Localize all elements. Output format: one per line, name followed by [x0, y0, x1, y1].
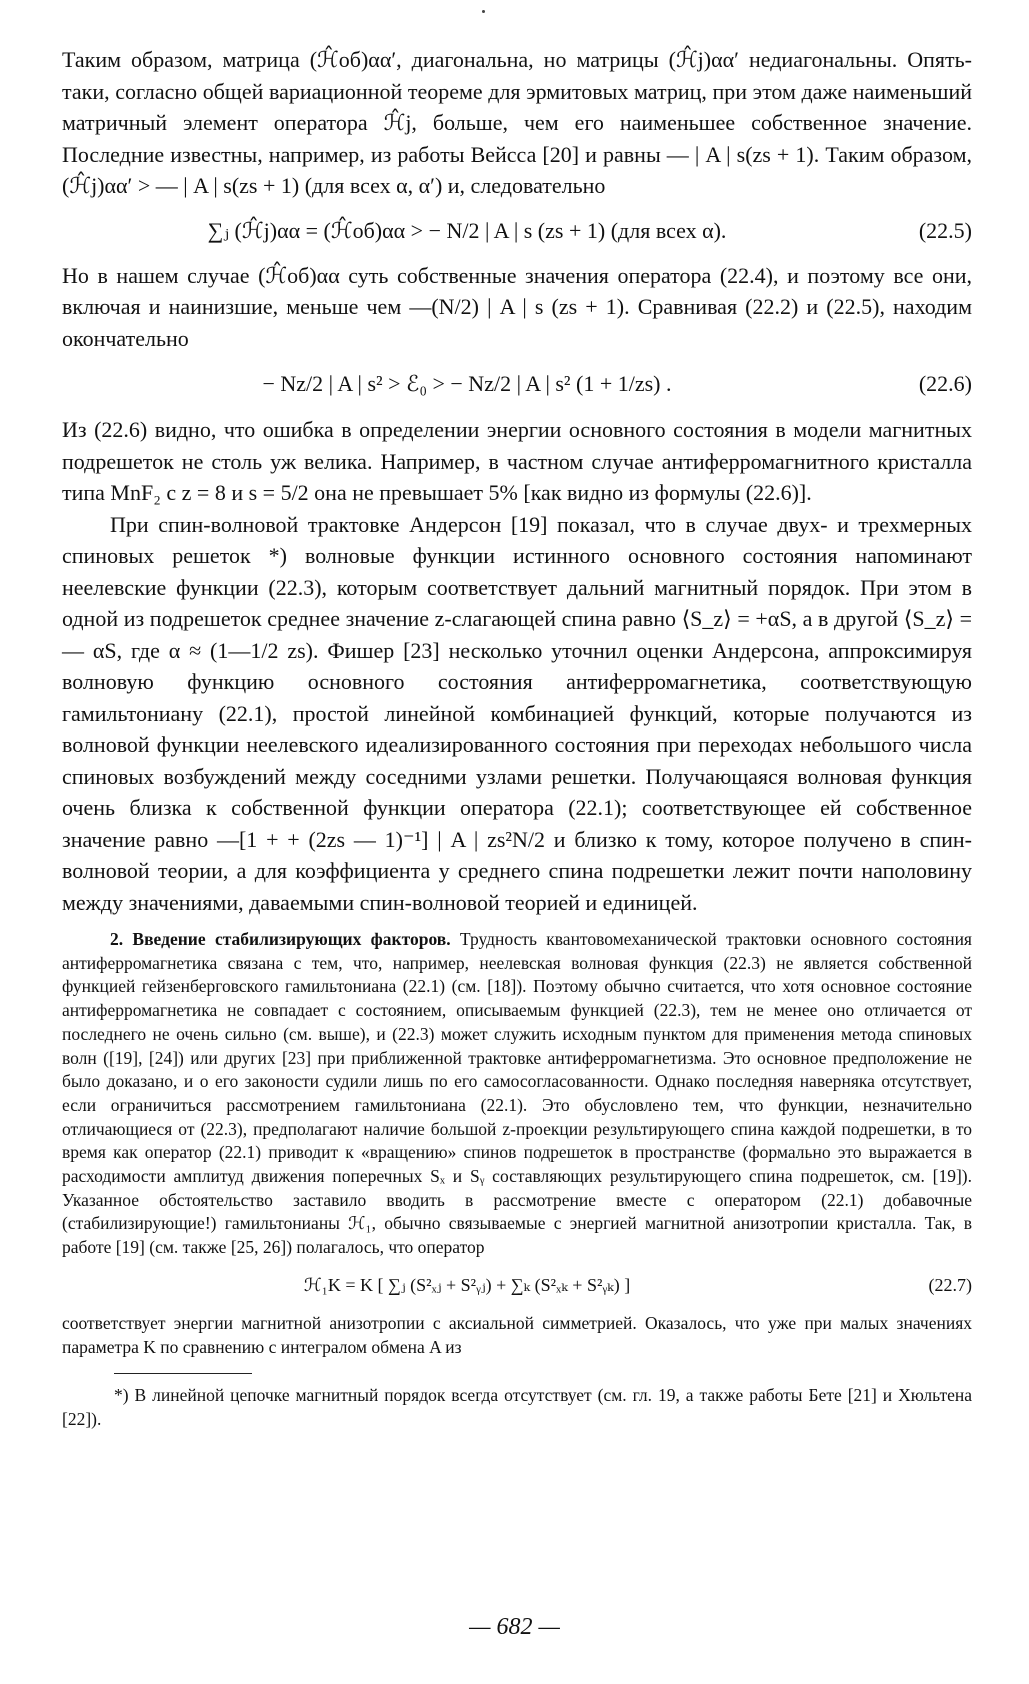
paragraph-error-estimate: Из (22.6) видно, что ошибка в определении энергии основного состояния в модели магнитных подрешеток не столь уж велика. Например, в частном случае антиферромагнитного кристалла типа MnF₂ с z = 8 и s = 5/2 она не превышает 5% [как видно из формулы (22.6)]. — [62, 417, 972, 505]
footnote — [62, 1384, 972, 1431]
equation-22-6 — [62, 354, 972, 414]
equation-number: (22.7) — [928, 1275, 972, 1296]
equation-body: ℋ₁K = K [ ∑ⱼ (S²ₓⱼ + S²ᵧⱼ) + ∑ₖ (S²ₓₖ + S²ᵧₖ) ] — [303, 1275, 631, 1296]
section-2-continuation: соответствует энергии магнитной анизотропии с аксиальной симметрией. Оказалось, что уже при малых значениях параметра K по сравнению с интегралом обмена A из — [62, 1312, 972, 1357]
equation-number: (22.6) — [918, 371, 972, 396]
footnote-rule — [114, 1373, 252, 1374]
paragraph-anderson: При спин-волновой трактовке Андерсон [19] показал, что в случае двух- и трехмерных спиновых решеток *) волновые функции истинного основного состояния напоминают неелевские функции (22.3), которым соответствует дальний магнитный порядок. При этом в одной из подрешеток среднее значение z-слагающей спина равно ⟨S_z⟩ = +αS, а в другой ⟨S_z⟩ = — αS, где α ≈ (1—1/2 zs). Фишер [23] несколько уточнил оценки Андерсона, аппроксимируя волновую функцию основного состояния антиферромагнетика, соответствующую гамильтониану (22.1), простой линейной комбинацией функций, которые получаются из волновой функции неелевского идеализированного состояния при переходах небольшого числа спиновых возбуждений между соседними узлами решетки. Получающаяся волновая функция очень близка к собственной функции оператора (22.1); соответствующее ей собственное значение равно —[1 + + (2zs — 1)⁻¹] | A | zs²N/2 и близко к тому, которое получено в спин-волновой теории, а для коэффициента у среднего спина подрешетки лежит почти наполовину между значениями, даваемыми спин-волновой теорией и единицей. — [62, 511, 972, 915]
equation-22-5 — [62, 202, 972, 260]
main-text — [62, 44, 972, 918]
section-2 — [62, 928, 972, 1359]
page-number: — 682 — — [469, 1614, 560, 1640]
equation-number: (22.5) — [918, 217, 972, 243]
footnote-text: *) В линейной цепочке магнитный порядок всегда отсутствует (см. гл. 19, а также работы Бете [21] и Хюльтена [22]). — [62, 1385, 972, 1429]
equation-body: − Nz/2 | A | s² > ℰ₀ > − Nz/2 | A | s² (1 + 1/zs) . — [262, 371, 672, 396]
section-2-paragraph — [62, 928, 972, 1260]
section-2-text: Трудность квантовомеханической трактовки основного состояния антиферромагнетика связана с тем, что, например, неелевская волновая функция (22.3) не является собственной функцией гейзенберговского гамильтониана (22.1) (см. [18]). Поэтому обычно считается, что хотя основное состояние антиферромагнетика не совпадает с состоянием, описываемым функцией (22.3), тем не менее оно отличается от последнего не очень сильно (см. выше), и (22.3) может служить исходным пунктом для применения метода спиновых волн ([19], [24]) или других [23] при приближенной трактовке антиферромагнетизма. Это основное предположение не было доказано, и о его законости судили лишь по его самосогласованности. Однако последняя наверняка отсутствует, если ограничиться рассмотрением гамильтониана (22.1). Это обусловлено тем, что функции, незначительно отличающиеся от (22.3), предполагают наличие большой z-проекции результирующего спина каждой подрешетки, в то время как оператор (22.1) приводит к «вращению» спинов подрешеток в пространстве (формально это выражается в расходимости амплитуд движения поперечных Sₓ и Sᵧ составляющих результирующего спина подрешеток, см. [19]). Указанное обстоятельство заставило вводить в рассмотрение вместе с оператором (22.1) добавочные (стабилизирующие!) гамильтонианы ℋ₁, обычно связываемые с энергией магнитной анизотропии кристалла. Так, в работе [19] (см. также [25, 26]) полагалось, что оператор — [62, 929, 972, 1258]
paragraph-eigenvalues: Но в нашем случае (ℋ̂об)αα суть собственные значения оператора (22.4), и поэтому все они, включая и наинизшие, меньше чем —(N/2) | A | s (zs + 1). Сравнивая (22.2) и (22.5), находим окончательно — [62, 262, 972, 351]
section-2-heading: 2. Введение стабилизирующих факторов. — [110, 929, 451, 949]
page-body — [62, 44, 972, 1432]
equation-body: ∑ⱼ (ℋ̂j)αα = (ℋ̂об)αα > − N/2 | A | s (zs + 1) (для всех α). — [207, 217, 727, 243]
paragraph-variational: Таким образом, матрица (ℋ̂об)αα′, диагональна, но матрицы (ℋ̂j)αα′ недиагональны. Опять-таки, согласно общей вариационной теореме для эрмитовых матриц, при этом даже наименьший матричный элемент оператора ℋ̂j, больше, чем его наименьшее собственное значение. Последние известны, например, из работы Вейсса [20] и равны — | A | s(zs + 1). Таким образом, (ℋ̂j)αα′ > — | A | s(zs + 1) (для всех α, α′) и, следовательно — [62, 47, 972, 198]
equation-22-7 — [62, 1260, 972, 1312]
scan-speck — [482, 10, 485, 13]
